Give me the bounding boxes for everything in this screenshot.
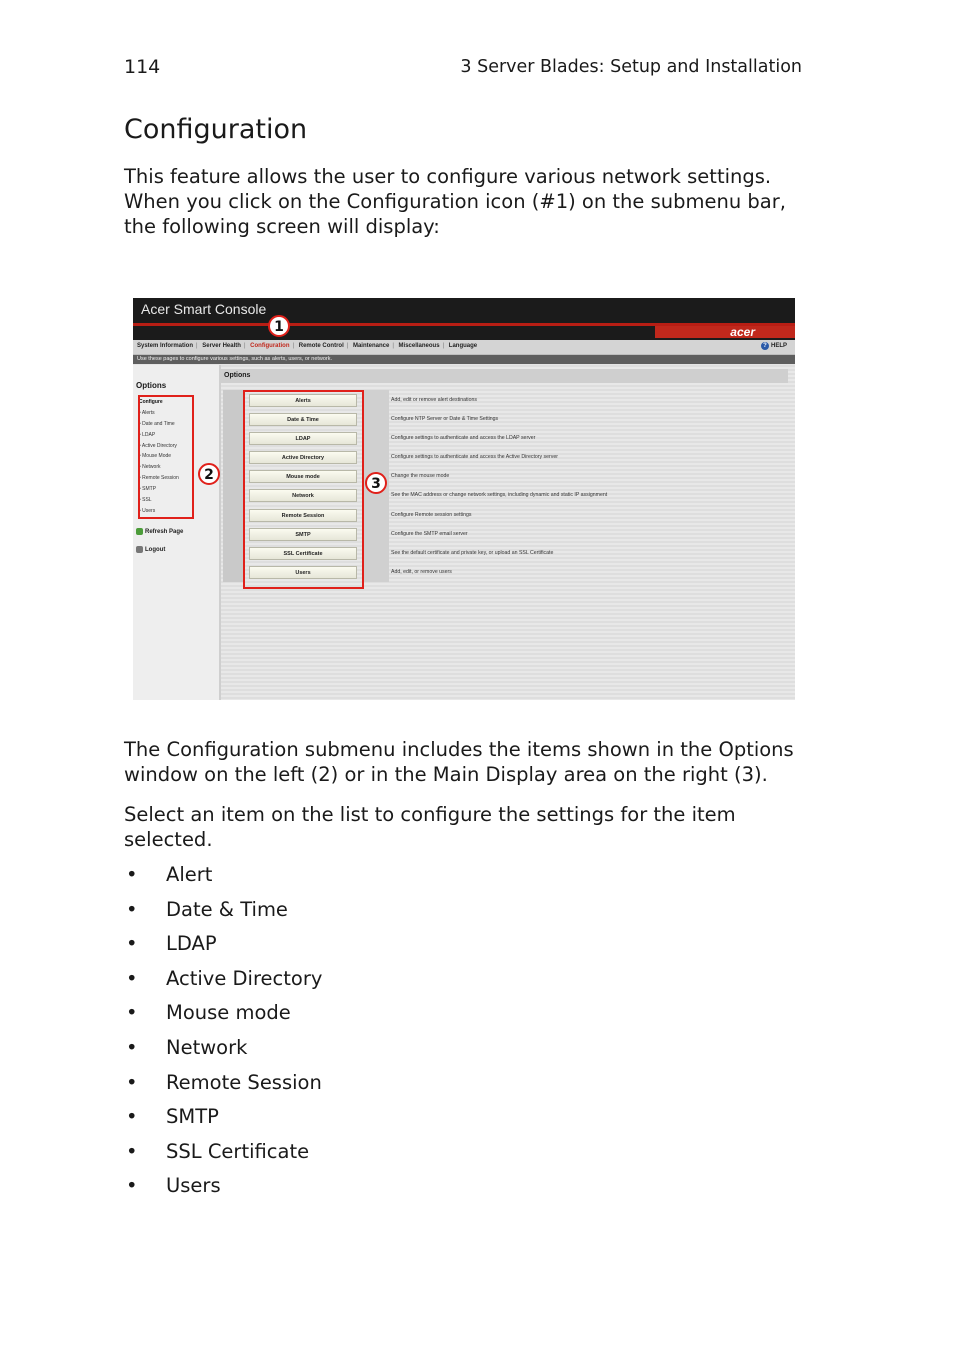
callout-3: 3 [365, 472, 387, 494]
config-description: Configure settings to authenticate and access the LDAP server [391, 435, 536, 441]
intro-paragraph: This feature allows the user to configure various network settings. When you click on the Configuration icon (#1) on the submenu bar, the following screen will display: [124, 165, 786, 238]
list-item-label: SMTP [166, 1105, 219, 1129]
menu-language[interactable]: Language [448, 343, 478, 349]
bullet-icon: • [126, 1139, 138, 1163]
config-description: See the default certificate and private key, or upload an SSL Certificate [391, 550, 554, 556]
list-item [124, 895, 322, 930]
console-header [133, 298, 795, 340]
options-item-network[interactable]: • Network [139, 464, 161, 471]
date-time-button[interactable]: Date & Time [249, 413, 357, 426]
users-button[interactable]: Users [249, 566, 357, 579]
menu-separator: | [442, 343, 445, 349]
network-button[interactable]: Network [249, 489, 357, 502]
options-item-label: Alerts [141, 409, 155, 416]
bullet-icon: • [126, 1105, 138, 1129]
remote-session-button[interactable]: Remote Session [249, 509, 357, 522]
bullet-icon: • [126, 1070, 138, 1094]
options-item-mouse-mode[interactable]: • Mouse Mode [139, 453, 172, 460]
menu-miscellaneous[interactable]: Miscellaneous [398, 343, 440, 349]
hint-bar [133, 355, 795, 364]
list-item-label: LDAP [166, 932, 217, 956]
options-item-users[interactable]: • Users [139, 507, 156, 514]
menu-maintenance[interactable]: Maintenance [352, 343, 390, 349]
list-item [124, 1102, 322, 1137]
options-item-configure[interactable]: Configure [139, 399, 163, 405]
bullet-icon: • [126, 1035, 138, 1059]
menu-server-health[interactable]: Server Health [202, 343, 241, 349]
select-paragraph: Select an item on the list to configure the settings for the item selected. [124, 803, 736, 851]
options-header: Options [136, 381, 167, 390]
running-head: 3 Server Blades: Setup and Installation [460, 57, 802, 77]
options-item-label: Remote Session [142, 475, 179, 482]
list-item [124, 1068, 322, 1103]
options-item-label: Mouse Mode [142, 453, 172, 460]
refresh-icon [136, 528, 143, 535]
options-item-alerts[interactable]: • Alerts [139, 409, 155, 416]
config-description: Configure the SMTP email server [391, 531, 468, 537]
options-item-ssl[interactable]: • SSL [139, 497, 152, 504]
section-title: Configuration [124, 114, 308, 145]
options-item-label: Network [142, 464, 161, 471]
logout-label: Logout [145, 547, 166, 554]
ssl-certificate-button[interactable]: SSL Certificate [249, 547, 357, 560]
alerts-button[interactable]: Alerts [249, 394, 357, 407]
console-screenshot [133, 298, 795, 700]
config-description: Change the mouse mode [391, 473, 450, 479]
mouse-mode-button[interactable]: Mouse mode [249, 470, 357, 483]
config-description: Add, edit, or remove users [391, 569, 452, 575]
page-number: 114 [124, 56, 161, 78]
list-item-label: Date & Time [166, 897, 288, 921]
ldap-button[interactable]: LDAP [249, 432, 357, 445]
main-header: Options [221, 369, 788, 383]
list-item-label: Network [166, 1035, 248, 1059]
list-item-label: Mouse mode [166, 1001, 291, 1025]
list-item [124, 1033, 322, 1068]
help-label: HELP [770, 343, 787, 349]
list-item [124, 998, 322, 1033]
options-item-label: SSL [142, 497, 152, 504]
options-highlight-box [138, 395, 194, 519]
list-item [124, 1137, 322, 1172]
main-side-strip [223, 390, 243, 582]
refresh-page-link[interactable] [136, 528, 183, 535]
menu-configuration[interactable]: Configuration [250, 343, 290, 349]
list-item [124, 929, 322, 964]
menu-separator: | [196, 343, 198, 349]
options-item-ldap[interactable]: • LDAP [139, 431, 156, 438]
config-items-list [124, 860, 322, 1206]
menu-separator: | [292, 343, 295, 349]
list-item-label: Alert [166, 863, 213, 886]
bullet-icon: • [126, 1001, 138, 1025]
config-description: See the MAC address or change network settings, including dynamic and static IP assignment [391, 492, 608, 498]
callout-1: 1 [268, 315, 290, 337]
help-link[interactable] [761, 342, 787, 350]
active-directory-button[interactable]: Active Directory [249, 451, 357, 464]
submenu-bar [133, 340, 795, 355]
bullet-icon: • [126, 932, 138, 956]
list-item-label: Users [166, 1174, 221, 1198]
callout-2: 2 [198, 463, 220, 485]
menu-separator: | [243, 343, 246, 349]
config-description: Configure settings to authenticate and access the Active Directory server [391, 454, 558, 460]
options-item-label: Date and Time [142, 420, 175, 427]
submenu-paragraph: The Configuration submenu includes the items shown in the Options window on the left (2) or in the Main Display area on the right (3). [124, 738, 794, 786]
bullet-icon: • [126, 897, 138, 921]
smtp-button[interactable]: SMTP [249, 528, 357, 541]
menu-separator: | [346, 343, 349, 349]
options-item-date-time[interactable]: • Date and Time [139, 420, 175, 427]
help-icon: ? [761, 342, 769, 350]
options-item-remote-session[interactable]: • Remote Session [139, 475, 179, 482]
list-item [124, 964, 322, 999]
menu-remote-control[interactable]: Remote Control [298, 343, 344, 349]
list-item-label: Active Directory [166, 966, 323, 990]
options-item-smtp[interactable]: • SMTP [139, 486, 157, 493]
config-description: Add, edit or remove alert destinations [391, 397, 477, 403]
options-item-label: SMTP [142, 486, 157, 493]
bullet-icon: • [126, 1174, 138, 1198]
list-item [124, 1171, 322, 1206]
menu-system-information[interactable]: System Information [137, 343, 194, 349]
logout-icon [136, 546, 143, 553]
header-red-band [655, 326, 795, 338]
config-description: Configure Remote session settings [391, 512, 472, 518]
list-item [124, 860, 322, 895]
options-item-label: Active Directory [141, 442, 177, 449]
options-item-label: LDAP [142, 431, 156, 438]
options-item-label: Users [142, 507, 156, 514]
logout-link[interactable] [136, 546, 165, 553]
hint-text: Use these pages to configure various settings, such as alerts, users, or network. [137, 356, 333, 362]
bullet-icon: • [126, 966, 138, 990]
buttons-highlight-box [243, 390, 364, 589]
refresh-label: Refresh Page [145, 529, 184, 536]
options-item-active-directory[interactable]: • Active Directory [139, 442, 177, 449]
list-item-label: Remote Session [166, 1070, 322, 1094]
menu-separator: | [392, 343, 394, 349]
bullet-icon: • [126, 863, 138, 886]
list-item-label: SSL Certificate [166, 1139, 310, 1163]
acer-logo: acer [730, 325, 755, 339]
config-description: Configure NTP Server or Date & Time Settings [391, 416, 499, 422]
console-app-title: Acer Smart Console [141, 301, 267, 317]
